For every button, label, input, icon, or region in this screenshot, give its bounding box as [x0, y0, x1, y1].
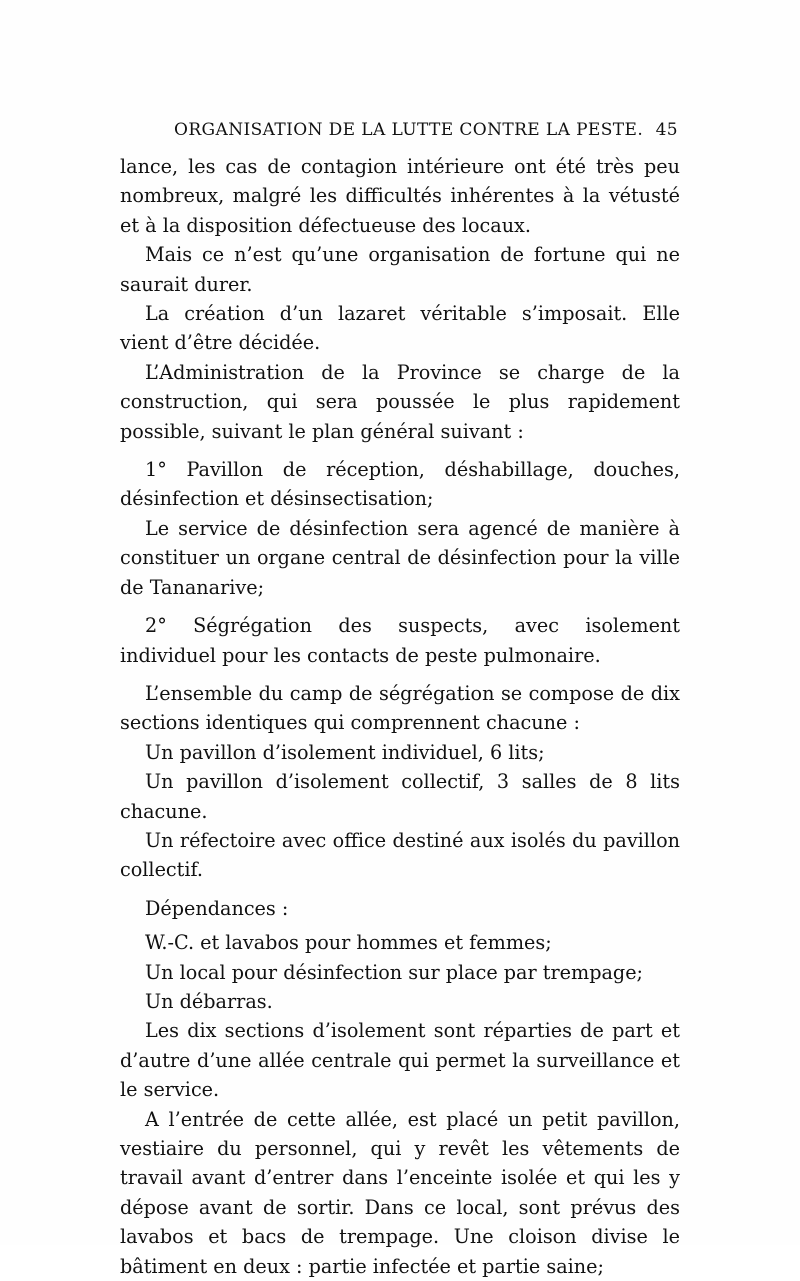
paragraph: Les dix sections d’isolement sont réparties de part et d’autre d’une allée centrale qui permet la surveillance et le service. [120, 1019, 680, 1102]
running-header [120, 117, 680, 143]
list-item-2: 2° Ségrégation des suspects, avec isolement individuel pour les contacts de peste pulmonaire. [120, 614, 680, 667]
list-item: Un réfectoire avec office destiné aux isolés du pavillon collectif. [120, 828, 680, 882]
paragraph: La création d’un lazaret véritable s’imposait. Elle vient d’être décidée. [120, 302, 680, 355]
paragraph: L’Administration de la Province se charge de la construction, qui sera poussée le plus rapidement possible, suivant le plan général suivant : [120, 360, 680, 443]
paragraph: Le service de désinfection sera agencé de manière à constituer un organe central de désinfection pour la ville de Tananarive; [120, 516, 680, 599]
list-item: Un pavillon d’isolement collectif, 3 salles de 8 lits chacune. [120, 770, 680, 823]
paragraph: A l’entrée de cette allée, est placé un petit pavillon, vestiaire du personnel, qui y revêt les vêtements de travail avant d’entrer dans l’enceinte isolée et qui les y dépose avant de sortir. Dans ce local, sont prévus des lavabos et bacs de trempage. Une cloison divise le bâtiment en deux : partie infectée et partie saine; [120, 1107, 680, 1278]
running-title: ORGANISATION DE LA LUTTE CONTRE LA PESTE. [174, 120, 644, 140]
paragraph: lance, les cas de contagion intérieure ont été très peu nombreux, malgré les difficultés inhérentes à la vétusté et à la disposition défectueuse des locaux. [120, 155, 680, 237]
page-body [120, 152, 680, 1281]
paragraph: L’ensemble du camp de ségrégation se compose de dix sections identiques qui comprennent chacune : [120, 681, 680, 735]
list-item: W.-C. et lavabos pour hommes et femmes; [145, 931, 552, 955]
list-item: Un local pour désinfection sur place par trempage; [145, 960, 644, 984]
subheading: Dépendances : [145, 896, 289, 920]
paragraph: Mais ce n’est qu’une organisation de fortune qui ne saurait durer. [120, 243, 680, 296]
list-item: Un pavillon d’isolement individuel, 6 lits; [145, 740, 545, 764]
list-item: Un débarras. [145, 989, 273, 1013]
page-number: 45 [655, 120, 678, 140]
list-item-1: 1° Pavillon de réception, déshabillage, douches, désinfection et désinsectisation; [120, 458, 680, 511]
